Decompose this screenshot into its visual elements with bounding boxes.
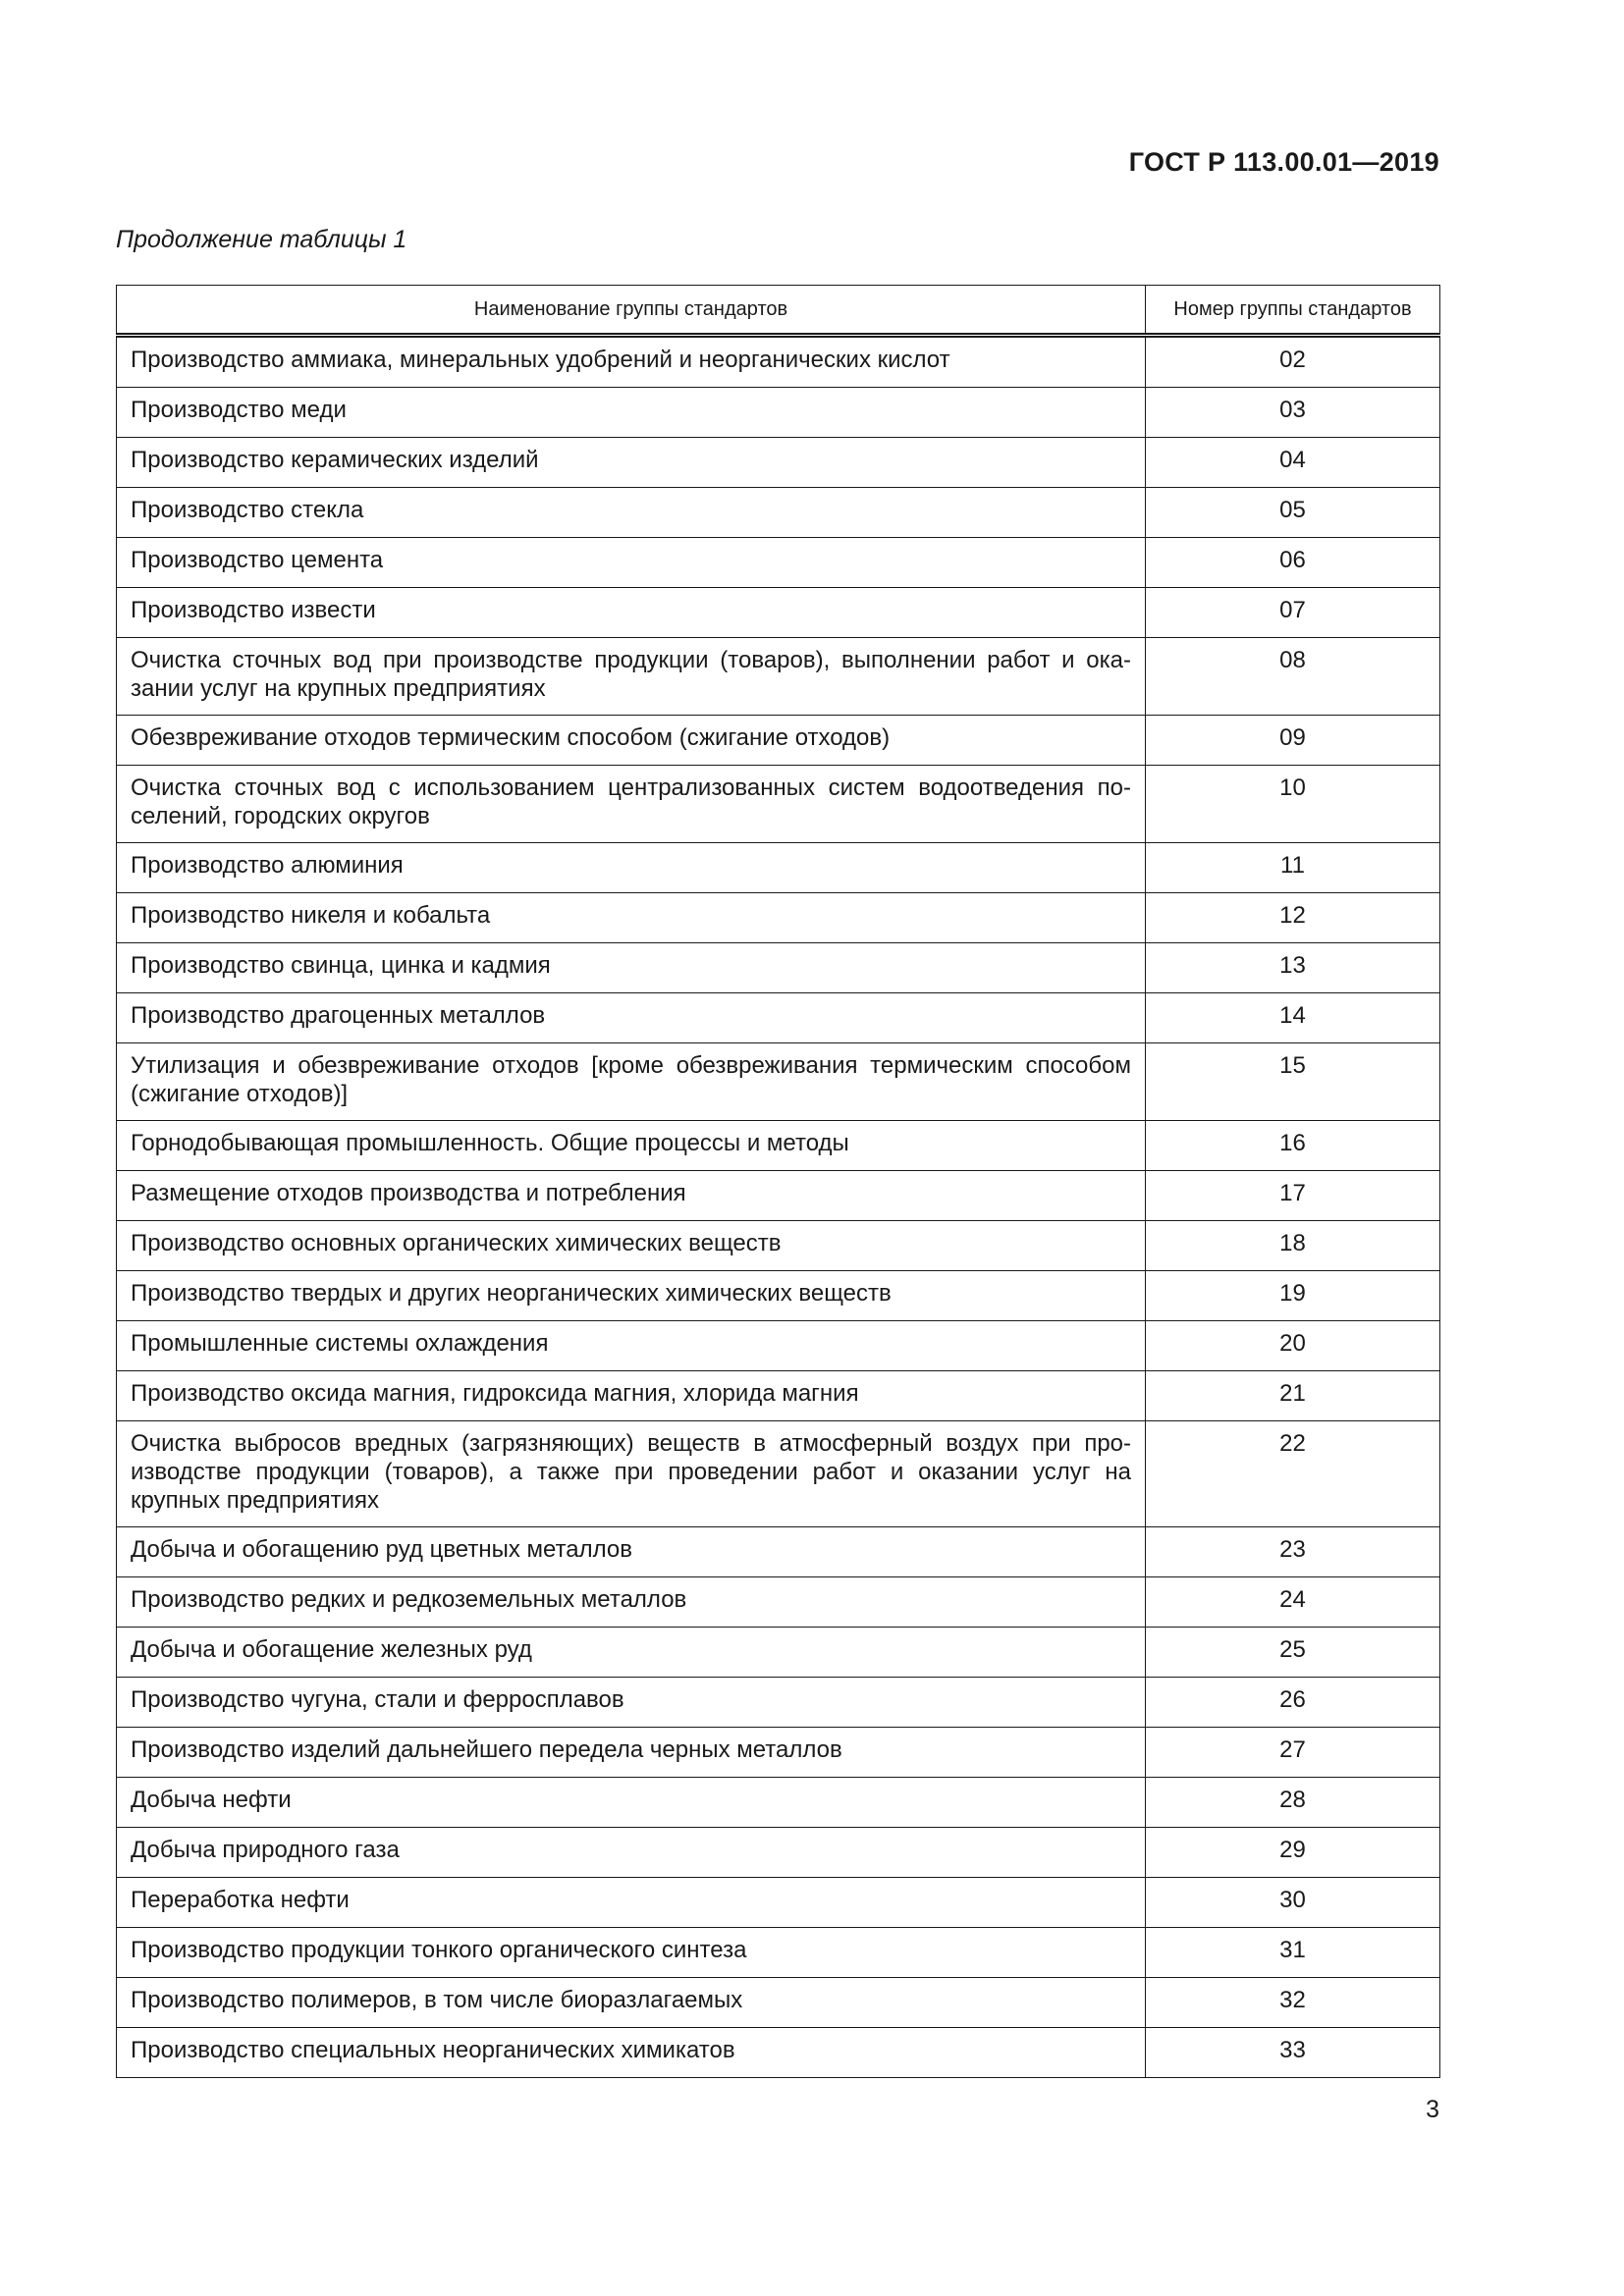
table-row [117,336,1440,388]
table-row [117,1421,1440,1527]
table-row [117,1878,1440,1928]
group-name-cell: Утилизация и обезвреживание отходов [кроме обезвреживания термическим способом (сжигание отходов)] [117,1043,1146,1121]
group-number-cell: 23 [1146,1527,1440,1577]
group-number-cell: 15 [1146,1043,1440,1121]
group-number-cell: 29 [1146,1828,1440,1878]
table-row [117,1527,1440,1577]
group-name-cell: Производство чугуна, стали и ферросплавов [117,1678,1146,1728]
column-header-group-number: Номер группы стандартов [1146,286,1440,336]
group-number-cell: 05 [1146,488,1440,538]
group-name-cell: Очистка сточных вод с использованием централизованных систем водоотведения по-селений, городских округов [117,766,1146,843]
group-number-cell: 09 [1146,716,1440,766]
table-row [117,638,1440,716]
group-name-cell: Очистка сточных вод при производстве продукции (товаров), выполнении работ и ока-зании услуг на крупных предприятиях [117,638,1146,716]
table-row [117,1978,1440,2028]
group-number-cell: 07 [1146,588,1440,638]
table-row [117,893,1440,943]
group-name-cell: Горнодобывающая промышленность. Общие процессы и методы [117,1121,1146,1171]
group-name-cell: Производство никеля и кобальта [117,893,1146,943]
document-code: ГОСТ Р 113.00.01—2019 [1128,147,1439,177]
group-name-cell: Производство стекла [117,488,1146,538]
group-name-cell: Производство твердых и других неорганических химических веществ [117,1271,1146,1321]
column-header-group-name: Наименование группы стандартов [117,286,1146,336]
group-number-cell: 18 [1146,1221,1440,1271]
page-number: 3 [1426,2096,1439,2123]
table-row [117,1371,1440,1421]
group-name-cell: Производство меди [117,388,1146,438]
group-name-cell: Производство основных органических химических веществ [117,1221,1146,1271]
table-row [117,1171,1440,1221]
group-number-cell: 06 [1146,538,1440,588]
table-body [117,336,1440,2078]
group-number-cell: 04 [1146,438,1440,488]
table-row [117,1678,1440,1728]
table-row [117,1577,1440,1628]
group-name-cell: Добыча природного газа [117,1828,1146,1878]
group-name-cell: Производство редких и редкоземельных металлов [117,1577,1146,1628]
table-row [117,488,1440,538]
table-row [117,1121,1440,1171]
table-row [117,1043,1440,1121]
group-number-cell: 19 [1146,1271,1440,1321]
table-row [117,538,1440,588]
group-name-cell: Добыча нефти [117,1778,1146,1828]
table-caption: Продолжение таблицы 1 [116,226,407,253]
group-number-cell: 24 [1146,1577,1440,1628]
standards-groups-table [116,285,1440,2078]
table-header-row [117,286,1440,336]
table-row [117,1728,1440,1778]
group-name-cell: Производство продукции тонкого органического синтеза [117,1928,1146,1978]
group-name-cell: Размещение отходов производства и потребления [117,1171,1146,1221]
group-name-cell: Производство драгоценных металлов [117,993,1146,1043]
group-number-cell: 14 [1146,993,1440,1043]
group-number-cell: 27 [1146,1728,1440,1778]
table-row [117,993,1440,1043]
group-name-cell: Производство цемента [117,538,1146,588]
table-row [117,843,1440,893]
table-row [117,943,1440,993]
group-number-cell: 28 [1146,1778,1440,1828]
group-name-cell: Производство специальных неорганических химикатов [117,2028,1146,2078]
table-row [117,1628,1440,1678]
table-row [117,1221,1440,1271]
group-number-cell: 31 [1146,1928,1440,1978]
group-number-cell: 08 [1146,638,1440,716]
group-number-cell: 30 [1146,1878,1440,1928]
group-number-cell: 32 [1146,1978,1440,2028]
group-name-cell: Производство полимеров, в том числе биоразлагаемых [117,1978,1146,2028]
table-row [117,1928,1440,1978]
group-name-cell: Переработка нефти [117,1878,1146,1928]
group-number-cell: 16 [1146,1121,1440,1171]
group-number-cell: 10 [1146,766,1440,843]
group-name-cell: Производство керамических изделий [117,438,1146,488]
group-name-cell: Производство извести [117,588,1146,638]
group-number-cell: 03 [1146,388,1440,438]
group-name-cell: Очистка выбросов вредных (загрязняющих) веществ в атмосферный воздух при про-изводстве продукции (товаров), а также при проведении работ и оказании услуг на крупных предприятиях [117,1421,1146,1527]
table-row [117,388,1440,438]
group-number-cell: 11 [1146,843,1440,893]
group-number-cell: 21 [1146,1371,1440,1421]
group-name-cell: Добыча и обогащение железных руд [117,1628,1146,1678]
group-name-cell: Промышленные системы охлаждения [117,1321,1146,1371]
table-row [117,1271,1440,1321]
group-name-cell: Производство аммиака, минеральных удобрений и неорганических кислот [117,336,1146,388]
group-number-cell: 33 [1146,2028,1440,2078]
group-number-cell: 02 [1146,336,1440,388]
table-row [117,588,1440,638]
table-row [117,716,1440,766]
table-row [117,1778,1440,1828]
group-number-cell: 25 [1146,1628,1440,1678]
table-row [117,2028,1440,2078]
group-name-cell: Производство алюминия [117,843,1146,893]
standards-table-container [116,285,1439,2078]
group-number-cell: 17 [1146,1171,1440,1221]
group-number-cell: 26 [1146,1678,1440,1728]
table-row [117,438,1440,488]
group-name-cell: Производство изделий дальнейшего передела черных металлов [117,1728,1146,1778]
group-name-cell: Производство свинца, цинка и кадмия [117,943,1146,993]
group-name-cell: Производство оксида магния, гидроксида магния, хлорида магния [117,1371,1146,1421]
table-row [117,1321,1440,1371]
group-number-cell: 20 [1146,1321,1440,1371]
group-number-cell: 12 [1146,893,1440,943]
group-name-cell: Добыча и обогащению руд цветных металлов [117,1527,1146,1577]
group-name-cell: Обезвреживание отходов термическим способом (сжигание отходов) [117,716,1146,766]
group-number-cell: 22 [1146,1421,1440,1527]
group-number-cell: 13 [1146,943,1440,993]
table-row [117,766,1440,843]
table-row [117,1828,1440,1878]
